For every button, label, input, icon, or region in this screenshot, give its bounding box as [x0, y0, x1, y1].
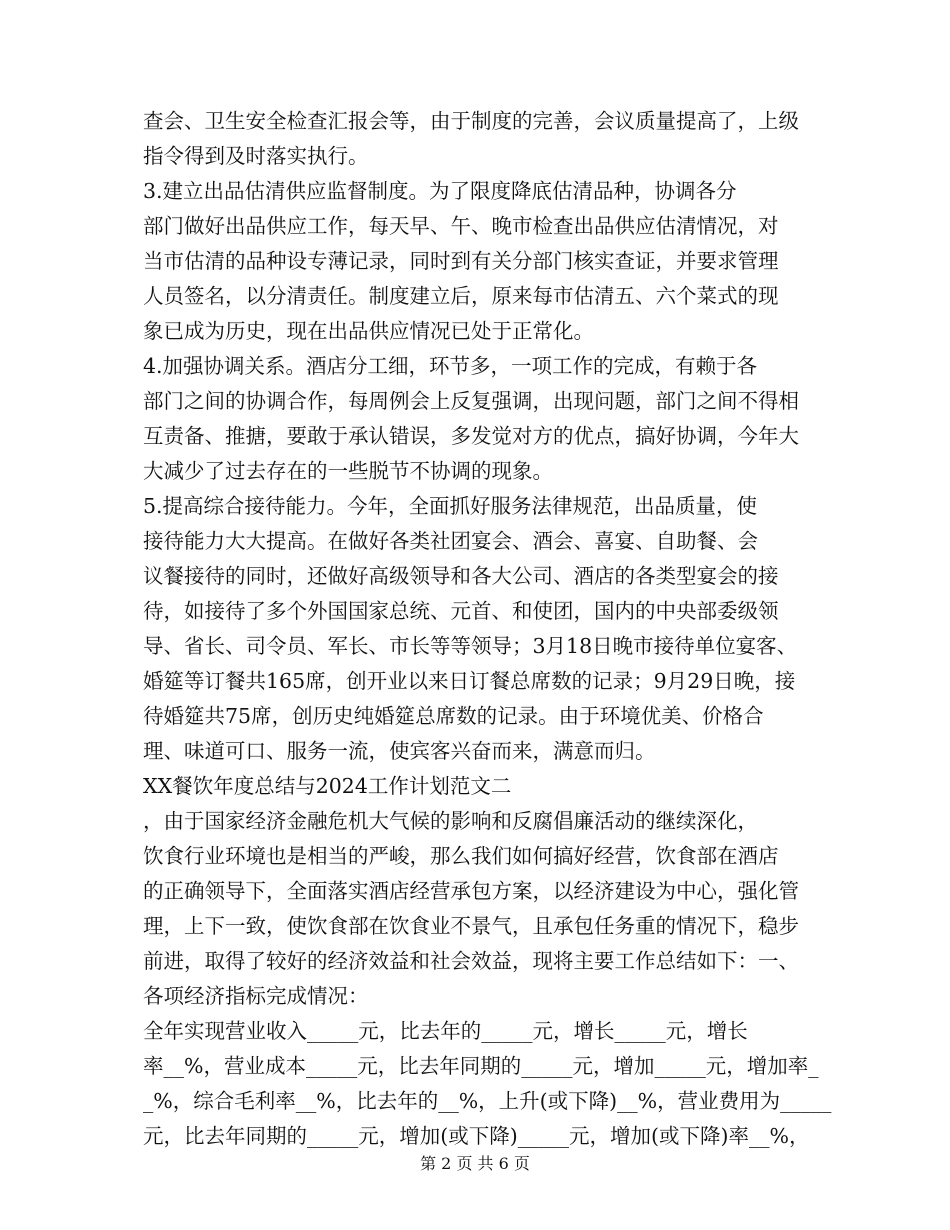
document-body: [143, 104, 832, 1154]
paragraph-start: ，由于国家经济金融危机大气候的影响和反腐倡廉活动的继续深化，: [143, 809, 758, 833]
text-line: 待婚筵共75席，创历史纯婚筵总席数的记录。由于环境优美、价格合: [143, 704, 764, 728]
text-line: 婚筵等订餐共165席，创开业以来日订餐总席数的记录；9月29日晚，接: [143, 669, 796, 693]
text-line: 理、味道可口、服务一流，使宾客兴奋而来，满意而归。: [143, 739, 656, 763]
page-number-footer: 第 2 页 共 6 页: [420, 1154, 530, 1173]
paragraph-4-start: 4.加强协调关系。酒店分工细，环节多，一项工作的完成，有赖于各: [143, 354, 758, 378]
text-line: 议餐接待的同时，还做好高级领导和各大公司、酒店的各类型宴会的接: [143, 564, 779, 588]
text-line: 接待能力大大提高。在做好各类社团宴会、酒会、喜宴、自助餐、会: [143, 529, 758, 553]
text-line: 当市估清的品种设专薄记录，同时到有关分部门核实查证，并要求管理: [143, 249, 779, 273]
paragraph-3-start: 3.建立出品估清供应监督制度。为了限度降底估清品种，协调各分: [143, 179, 737, 203]
text-line: 部门之间的协调合作，每周例会上反复强调，出现问题，部门之间不得相: [143, 389, 799, 413]
text-line: 导、省长、司令员、军长、市长等等领导；3月18日晚市接待单位宴客、: [143, 634, 798, 658]
text-line: 指令得到及时落实执行。: [143, 144, 369, 168]
text-line: 各项经济指标完成情况：: [143, 984, 369, 1008]
text-line: 元，比去年同期的_____元，增加(或下降)_____元，增加(或下降)率__%，: [143, 1124, 810, 1148]
text-line: 查会、卫生安全检查汇报会等，由于制度的完善，会议质量提高了，上级: [143, 109, 799, 133]
section-heading: XX餐饮年度总结与2024工作计划范文二: [143, 774, 512, 798]
text-line: 人员签名，以分清责任。制度建立后，原来每市估清五、六个菜式的现: [143, 284, 779, 308]
text-line: 的正确领导下，全面落实酒店经营承包方案，以经济建设为中心，强化管: [143, 879, 799, 903]
text-line: 前进，取得了较好的经济效益和社会效益，现将主要工作总结如下：一、: [143, 949, 799, 973]
text-line: 待，如接待了多个外国国家总统、元首、和使团，国内的中央部委级领: [143, 599, 779, 623]
text-line: 率__%，营业成本_____元，比去年同期的_____元，增加_____元，增加率_: [143, 1054, 819, 1078]
text-line: 互责备、推搪，要敢于承认错误，多发觉对方的优点，搞好协调，今年大: [143, 424, 799, 448]
text-line: _%，综合毛利率__%，比去年的__%，上升(或下降)__%，营业费用为_____: [143, 1089, 832, 1113]
paragraph-5-start: 5.提高综合接待能力。今年，全面抓好服务法律规范，出品质量，使: [143, 494, 758, 518]
paragraph-start: 全年实现营业收入_____元，比去年的_____元，增长_____元，增长: [143, 1019, 748, 1043]
text-line: 象已成为历史，现在出品供应情况已处于正常化。: [143, 319, 594, 343]
text-line: 饮食行业环境也是相当的严峻，那么我们如何搞好经营，饮食部在酒店: [143, 844, 779, 868]
text-line: 大减少了过去存在的一些脱节不协调的现象。: [143, 459, 553, 483]
text-line: 理，上下一致，使饮食部在饮食业不景气，且承包任务重的情况下，稳步: [143, 914, 799, 938]
text-line: 部门做好出品供应工作，每天早、午、晚市检查出品供应估清情况，对: [143, 214, 779, 238]
